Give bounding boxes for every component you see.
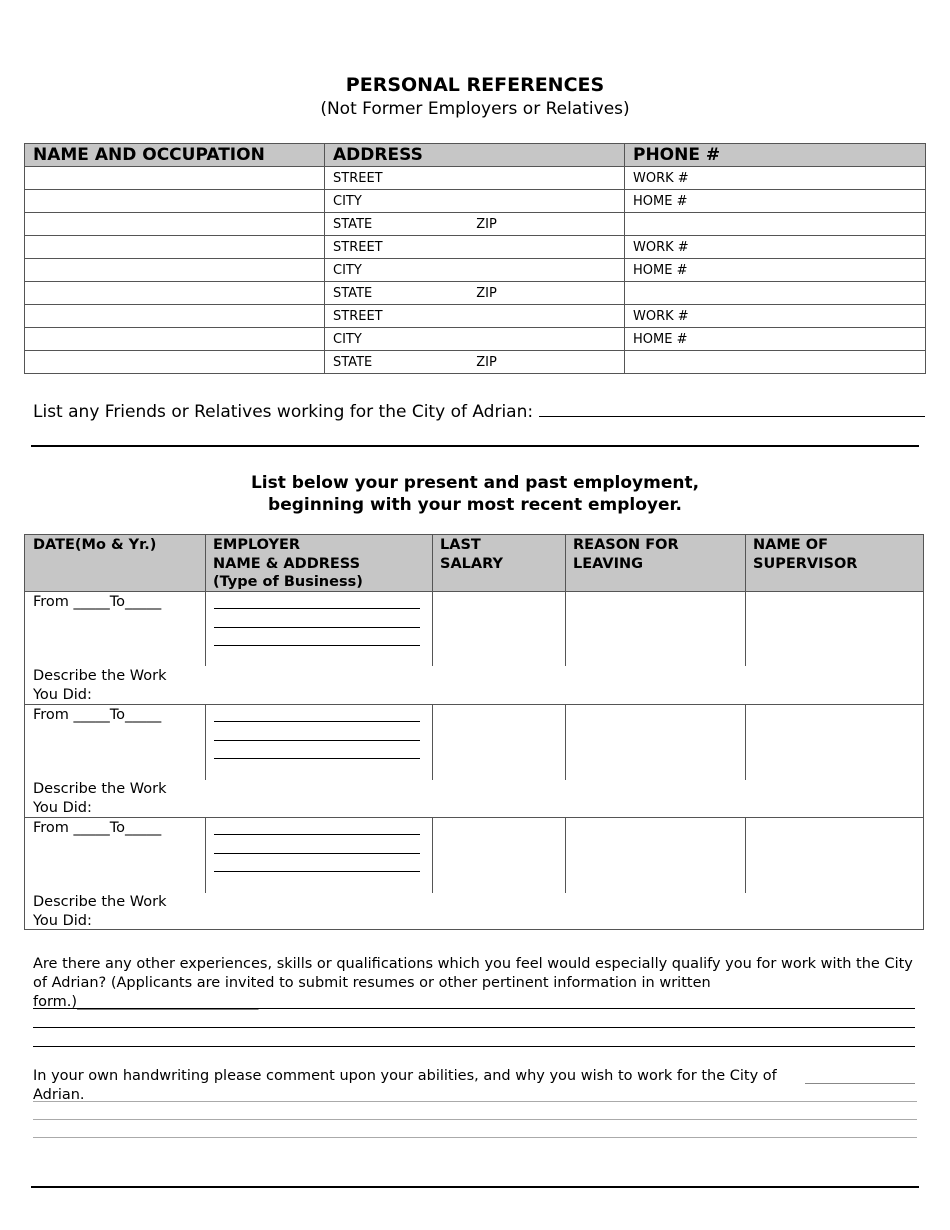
references-header-row	[25, 144, 926, 167]
column-divider	[745, 535, 746, 591]
page-subtitle: (Not Former Employers or Relatives)	[320, 99, 630, 119]
work-phone-label: WORK #	[633, 239, 689, 255]
describe-work-line-1: Describe the Work	[33, 894, 167, 910]
date-header-label: DATE(Mo & Yr.)	[33, 537, 157, 553]
work-phone-label: WORK #	[633, 308, 689, 324]
name-occupation-field[interactable]	[25, 305, 325, 328]
column-divider	[565, 818, 566, 893]
employment-header-row	[25, 535, 923, 592]
street-field[interactable]	[325, 167, 625, 190]
table-row	[25, 190, 926, 213]
employer-line[interactable]	[214, 853, 420, 854]
handwriting-line[interactable]	[33, 1137, 917, 1138]
column-divider	[205, 818, 206, 893]
reason-header-line-1: REASON FOR	[573, 537, 679, 553]
supervisor-header-line-2: SUPERVISOR	[753, 555, 858, 572]
employment-heading-line-1: List below your present and past employment,	[250, 473, 700, 493]
employer-header	[205, 535, 432, 591]
friends-relatives-input[interactable]	[539, 400, 925, 417]
handwriting-line[interactable]	[33, 1101, 917, 1102]
phone-header: PHONE #	[625, 144, 926, 167]
name-occupation-header: NAME AND OCCUPATION	[25, 144, 325, 167]
city-field[interactable]	[325, 259, 625, 282]
name-occupation-field[interactable]	[25, 190, 325, 213]
home-phone-label: HOME #	[633, 262, 688, 278]
salary-header-line-2: SALARY	[440, 555, 503, 572]
column-divider	[565, 535, 566, 591]
state-label: STATE	[333, 354, 373, 370]
city-label: CITY	[333, 193, 362, 209]
table-row	[25, 328, 926, 351]
handwriting-prompt: In your own handwriting please comment upon your abilities, and why you wish to work for the City of Adrian.	[33, 1068, 777, 1103]
phone-blank-field[interactable]	[625, 351, 926, 374]
page-bottom-divider	[31, 1186, 919, 1188]
employer-line[interactable]	[214, 871, 420, 872]
street-label: STREET	[333, 308, 383, 324]
handwriting-line[interactable]	[33, 1119, 917, 1120]
name-occupation-field[interactable]	[25, 328, 325, 351]
salary-header	[432, 535, 565, 591]
friends-relatives-row	[33, 400, 925, 422]
friends-relatives-prompt: List any Friends or Relatives working for the City of Adrian:	[33, 402, 534, 422]
zip-label: ZIP	[476, 216, 497, 232]
home-phone-field[interactable]	[625, 190, 926, 213]
table-row	[25, 351, 926, 374]
from-to-field[interactable]: From _____To_____	[33, 594, 162, 610]
employment-heading-line-2: beginning with your most recent employer.	[268, 495, 682, 515]
table-row	[25, 305, 926, 328]
from-to-field[interactable]: From _____To_____	[33, 707, 162, 723]
city-label: CITY	[333, 331, 362, 347]
supervisor-header	[745, 535, 923, 591]
work-phone-field[interactable]	[625, 167, 926, 190]
column-divider	[565, 591, 566, 666]
address-header: ADDRESS	[325, 144, 625, 167]
experience-line[interactable]	[33, 1046, 915, 1047]
name-occupation-field[interactable]	[25, 213, 325, 236]
city-field[interactable]	[325, 328, 625, 351]
describe-work-label	[33, 667, 166, 704]
name-occupation-field[interactable]	[25, 236, 325, 259]
handwriting-line[interactable]	[805, 1083, 915, 1084]
street-field[interactable]	[325, 236, 625, 259]
employer-header-line-2: NAME & ADDRESS	[213, 555, 361, 572]
column-divider	[565, 705, 566, 780]
home-phone-label: HOME #	[633, 193, 688, 209]
street-label: STREET	[333, 170, 383, 186]
supervisor-header-line-1: NAME OF	[753, 537, 828, 553]
employer-line[interactable]	[214, 608, 420, 609]
table-row	[25, 167, 926, 190]
column-divider	[745, 818, 746, 893]
street-field[interactable]	[325, 305, 625, 328]
employer-line[interactable]	[214, 721, 420, 722]
date-header	[25, 535, 205, 591]
home-phone-field[interactable]	[625, 259, 926, 282]
describe-work-line-1: Describe the Work	[33, 781, 167, 797]
experience-line[interactable]	[33, 1027, 915, 1028]
from-to-field[interactable]: From _____To_____	[33, 820, 162, 836]
city-field[interactable]	[325, 190, 625, 213]
section-divider	[31, 445, 919, 447]
column-divider	[205, 535, 206, 591]
references-table	[24, 143, 926, 374]
phone-blank-field[interactable]	[625, 213, 926, 236]
work-phone-field[interactable]	[625, 305, 926, 328]
describe-work-line-1: Describe the Work	[33, 668, 167, 684]
table-row	[25, 259, 926, 282]
column-divider	[205, 591, 206, 666]
state-zip-field[interactable]	[325, 282, 625, 305]
employer-header-line-1: EMPLOYER	[213, 537, 301, 553]
home-phone-field[interactable]	[625, 328, 926, 351]
home-phone-label: HOME #	[633, 331, 688, 347]
state-zip-field[interactable]	[325, 213, 625, 236]
describe-work-label	[33, 893, 166, 930]
column-divider	[432, 591, 433, 666]
state-label: STATE	[333, 285, 373, 301]
zip-label: ZIP	[476, 354, 497, 370]
column-divider	[205, 705, 206, 780]
employer-line[interactable]	[214, 758, 420, 759]
work-phone-field[interactable]	[625, 236, 926, 259]
name-occupation-field[interactable]	[25, 351, 325, 374]
salary-header-line-1: LAST	[440, 537, 481, 553]
describe-work-line-2: You Did:	[33, 799, 92, 816]
column-divider	[432, 818, 433, 893]
column-divider	[432, 535, 433, 591]
reason-header	[565, 535, 745, 591]
experience-line[interactable]	[33, 1008, 915, 1009]
zip-label: ZIP	[476, 285, 497, 301]
employment-heading	[0, 472, 950, 516]
column-divider	[432, 705, 433, 780]
employer-header-line-3: (Type of Business)	[213, 574, 363, 590]
employment-entry-2	[25, 705, 923, 817]
reason-header-line-2: LEAVING	[573, 555, 644, 572]
employment-table	[24, 534, 924, 930]
employment-entry-1	[25, 591, 923, 704]
name-occupation-field[interactable]	[25, 259, 325, 282]
employer-line[interactable]	[214, 834, 420, 835]
column-divider	[745, 591, 746, 666]
experience-prompt: Are there any other experiences, skills or qualifications which you feel would especially qualify you for work with the City of Adrian? (Applicants are invited to submit resumes or other pertinent information in written form.)_________________________	[33, 956, 913, 1010]
employer-line[interactable]	[214, 740, 420, 741]
work-phone-label: WORK #	[633, 170, 689, 186]
employment-entry-3	[25, 818, 923, 929]
column-divider	[745, 705, 746, 780]
page-title: PERSONAL REFERENCES	[345, 74, 605, 96]
employer-line[interactable]	[214, 627, 420, 628]
name-occupation-field[interactable]	[25, 167, 325, 190]
table-row	[25, 236, 926, 259]
street-label: STREET	[333, 239, 383, 255]
employer-line[interactable]	[214, 645, 420, 646]
phone-blank-field[interactable]	[625, 282, 926, 305]
describe-work-line-2: You Did:	[33, 912, 92, 929]
state-zip-field[interactable]	[325, 351, 625, 374]
table-row	[25, 213, 926, 236]
describe-work-label	[33, 780, 166, 817]
table-row	[25, 282, 926, 305]
state-label: STATE	[333, 216, 373, 232]
city-label: CITY	[333, 262, 362, 278]
name-occupation-field[interactable]	[25, 282, 325, 305]
describe-work-line-2: You Did:	[33, 686, 92, 703]
